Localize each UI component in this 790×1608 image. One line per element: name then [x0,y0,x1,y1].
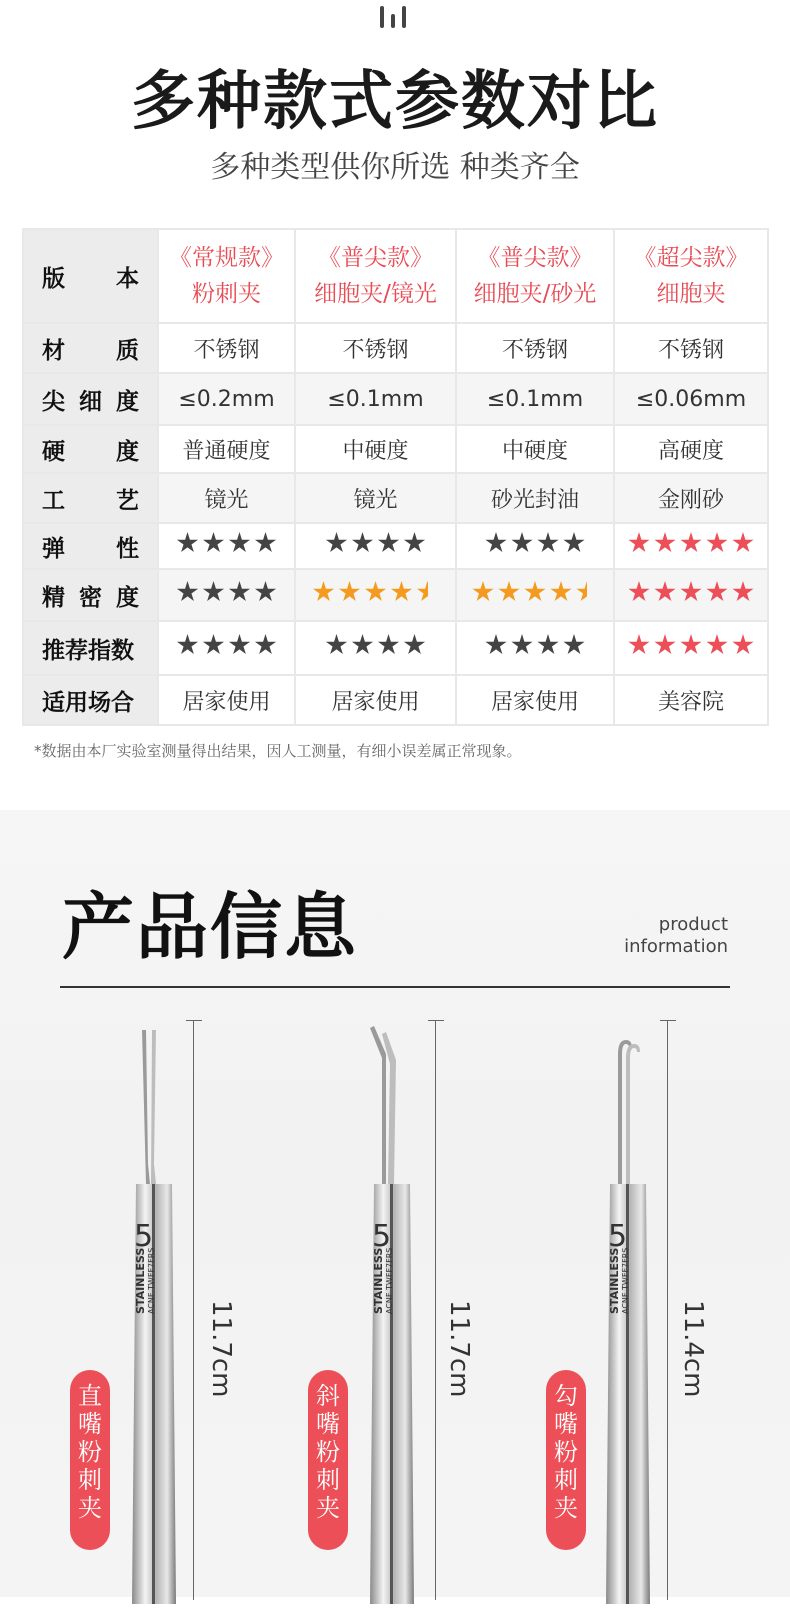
footnote: *数据由本厂实验室测量得出结果，因人工测量，有细小误差属正常现象。 [34,742,522,760]
page-title: 多种款式参数对比 [131,65,659,139]
stars [177,634,277,656]
star-icon [524,581,546,603]
star-rating [456,621,614,675]
star-rating [295,621,456,675]
star-rating [158,621,295,675]
product-name-badge: 直嘴粉刺夹 [70,1370,110,1550]
table-cell: 不锈钢 [456,323,614,373]
star-icon [255,634,277,656]
table-cell: ≤0.1mm [295,373,456,425]
product-name-badge: 斜嘴粉刺夹 [308,1370,348,1550]
product-title: 产品信息 [62,885,359,969]
table-cell: 居家使用 [158,675,295,725]
star-icon [732,634,754,656]
header-decoration [380,6,410,28]
star-icon [511,634,533,656]
stars [628,634,754,656]
table-row [23,675,768,725]
star-icon [732,532,754,554]
table-row [23,323,768,373]
length-ruler [428,1020,444,1600]
stars [485,634,585,656]
length-label: 11.7cm [444,1300,474,1398]
star-icon [628,532,650,554]
star-icon [472,581,494,603]
product-info-section [0,810,790,1597]
star-icon [378,532,400,554]
table-cell: 高硬度 [614,425,768,473]
star-icon [177,532,199,554]
row-label: 精 密 度 [23,569,158,621]
star-icon [550,581,572,603]
row-label: 工 艺 [23,473,158,523]
star-icon [378,634,400,656]
star-rating [295,523,456,569]
star-icon [326,634,348,656]
table-row [23,621,768,675]
star-icon [485,532,507,554]
row-label: 尖 细 度 [23,373,158,425]
tool-brand: STAINLESS [372,1247,385,1314]
star-icon [628,634,650,656]
star-icon [203,532,225,554]
stars [313,581,439,603]
column-header: 《普尖款》 细胞夹/镜光 [295,229,456,323]
row-label: 推荐指数 [23,621,158,675]
star-rating [614,621,768,675]
star-icon [404,634,426,656]
comparison-table [22,228,769,726]
length-label: 11.7cm [206,1300,236,1398]
star-rating [295,569,456,621]
table-cell: 镜光 [158,473,295,523]
star-icon [365,581,387,603]
tool-number: 5 [134,1219,154,1254]
table-cell: ≤0.2mm [158,373,295,425]
star-icon [203,634,225,656]
tool-model: ACNF TWFF7FRS [385,1247,394,1314]
tool-model: ACNF TWFF7FRS [147,1247,156,1314]
length-ruler [186,1020,202,1600]
star-icon [326,532,348,554]
star-icon [654,634,676,656]
stars [177,581,277,603]
tool-brand: STAINLESS [134,1247,147,1314]
tool-model: ACNF TWFF7FRS [621,1247,630,1314]
row-label: 适用场合 [23,675,158,725]
table-header-row [23,229,768,323]
stars [326,532,426,554]
title-underline [60,986,730,988]
half-star-icon [576,581,598,603]
star-icon [654,581,676,603]
star-icon [229,634,251,656]
stars [326,634,426,656]
table-row [23,473,768,523]
tool-number: 5 [608,1219,628,1254]
row-label: 材 质 [23,323,158,373]
table-cell: 中硬度 [295,425,456,473]
column-header: 《普尖款》 细胞夹/砂光 [456,229,614,323]
star-rating [158,523,295,569]
page-subtitle: 多种类型供你所选 种类齐全 [210,150,580,185]
stars [177,532,277,554]
star-icon [563,532,585,554]
table-cell: ≤0.1mm [456,373,614,425]
tweezer-image-slant [356,1024,436,1604]
star-icon [706,532,728,554]
star-rating [456,569,614,621]
star-rating [456,523,614,569]
star-icon [255,532,277,554]
stars [628,532,754,554]
table-row [23,373,768,425]
star-rating [614,523,768,569]
star-icon [654,532,676,554]
table-cell: ≤0.06mm [614,373,768,425]
table-row [23,523,768,569]
star-icon [229,581,251,603]
stars [485,532,585,554]
star-icon [706,634,728,656]
star-icon [404,532,426,554]
star-icon [485,634,507,656]
table-row [23,569,768,621]
length-ruler [660,1020,676,1600]
row-label: 硬 度 [23,425,158,473]
star-icon [680,532,702,554]
star-icon [537,532,559,554]
star-icon [628,581,650,603]
star-icon [203,581,225,603]
star-icon [339,581,361,603]
row-label: 弹 性 [23,523,158,569]
product-subtitle-en: product information [624,914,728,957]
star-icon [391,581,413,603]
star-rating [158,569,295,621]
star-icon [680,581,702,603]
table-cell: 普通硬度 [158,425,295,473]
star-icon [255,581,277,603]
row-label-version: 版 本 [23,229,158,323]
table-cell: 镜光 [295,473,456,523]
column-header: 《超尖款》 细胞夹 [614,229,768,323]
star-rating [614,569,768,621]
star-icon [313,581,335,603]
star-icon [563,634,585,656]
star-icon [706,581,728,603]
star-icon [511,532,533,554]
star-icon [177,634,199,656]
product-name-badge: 勾嘴粉刺夹 [546,1370,586,1550]
tool-number: 5 [372,1219,392,1254]
table-cell: 不锈钢 [614,323,768,373]
table-cell: 不锈钢 [295,323,456,373]
table-cell: 不锈钢 [158,323,295,373]
table-row [23,425,768,473]
star-icon [229,532,251,554]
table-cell: 美容院 [614,675,768,725]
stars [628,581,754,603]
tool-brand: STAINLESS [608,1247,621,1314]
star-icon [177,581,199,603]
star-icon [680,634,702,656]
star-icon [537,634,559,656]
half-star-icon [417,581,439,603]
table-cell: 砂光封油 [456,473,614,523]
column-header: 《常规款》 粉刺夹 [158,229,295,323]
star-icon [732,581,754,603]
table-cell: 居家使用 [456,675,614,725]
stars [472,581,598,603]
star-icon [352,532,374,554]
star-icon [352,634,374,656]
star-icon [498,581,520,603]
table-cell: 中硬度 [456,425,614,473]
table-cell: 居家使用 [295,675,456,725]
table-cell: 金刚砂 [614,473,768,523]
length-label: 11.4cm [678,1300,708,1398]
